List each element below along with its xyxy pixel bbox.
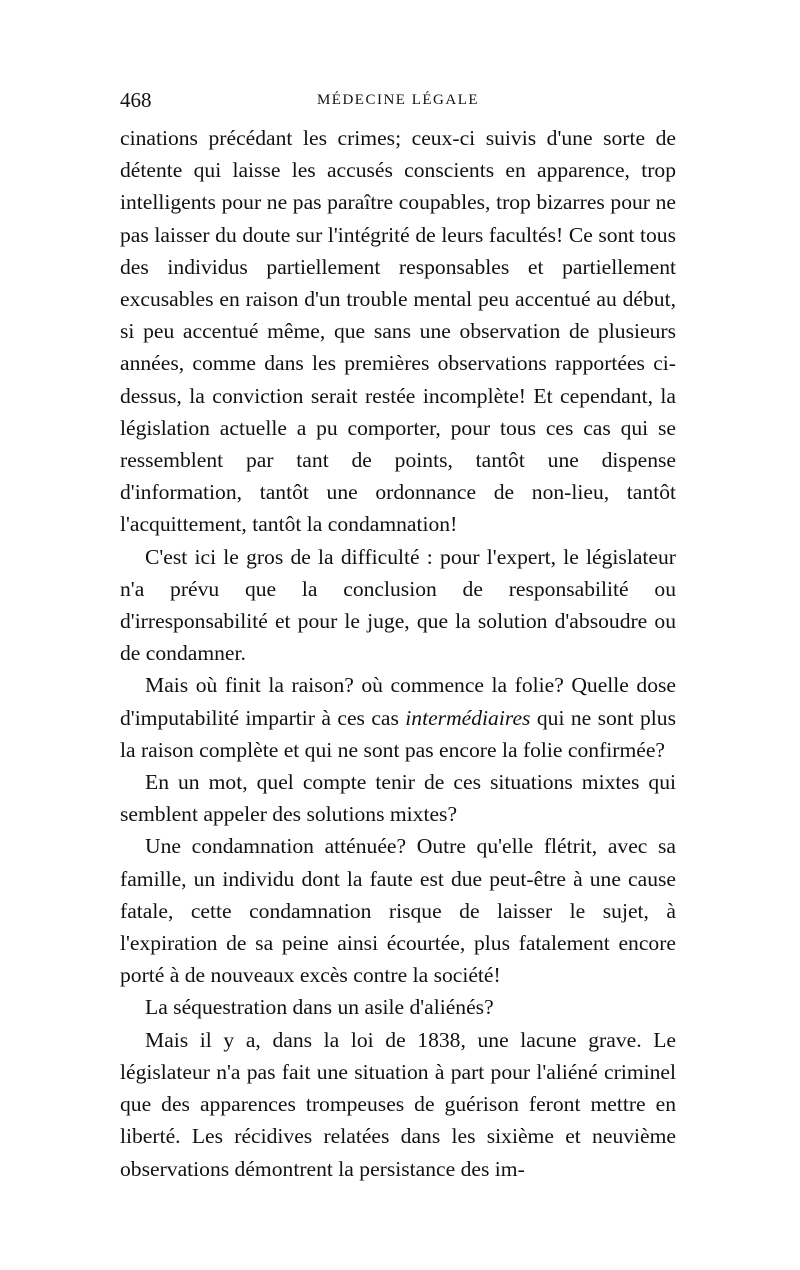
body-text [120,122,676,1185]
running-title: MÉDECINE LÉGALE [316,92,480,108]
paragraph-7: Mais il y a, dans la loi de 1838, une lacune grave. Le législateur n'a pas fait une situation à part pour l'aliéné criminel que des apparences trompeuses de guérison feront mettre en liberté. Les récidives relatées dans les sixième et neuvième observations démontrent la persistance des im- [120,1027,676,1181]
paragraph-4: En un mot, quel compte tenir de ces situations mixtes qui semblent appeler des solutions mixtes? [120,770,676,827]
paragraph-5: Une condamnation atténuée? Outre qu'elle flétrit, avec sa famille, un individu dont la faute est due peut-être à une cause fatale, cette condamnation risque de laisser le sujet, à l'expiration de sa peine ainsi écourtée, plus fatalement encore porté à de nouveaux excès contre la société! [120,834,676,988]
page-header [120,88,676,122]
paragraph-3 [120,669,676,766]
emphasized-word: intermédiaires [405,705,531,730]
book-page [120,88,676,1185]
paragraph-6: La séquestration dans un asile d'aliénés? [145,995,494,1020]
paragraph-2: C'est ici le gros de la difficulté : pour l'expert, le législateur n'a prévu que la conclusion de responsabilité ou d'irresponsabilité et pour le juge, que la solution d'absoudre ou de condamner. [120,544,676,666]
paragraph-3-end: qui ne sont plus la raison complète et qui ne sont pas encore la folie confirmée? [120,705,676,762]
page-number: 468 [120,88,152,112]
paragraph-3-start: Mais où finit la raison? où commence la folie? Quelle dose d'imputabilité impartir à ces cas [120,673,676,730]
paragraph-1: cinations précédant les crimes; ceux-ci suivis d'une sorte de détente qui laisse les accusés conscients en apparence, trop intelligents pour ne pas paraître coupables, trop bizarres pour ne pas laisser du doute sur l'intégrité de leurs facultés! Ce sont tous des individus partiellement responsables et partiellement excusables en raison d'un trouble mental peu accentué au début, si peu accentué même, que sans une observation de plusieurs années, comme dans les premières observations rapportées ci-dessus, la conviction serait restée incomplète! Et cependant, la législation actuelle a pu comporter, pour tous ces cas qui se ressemblent par tant de points, tantôt une dispense d'information, tantôt une ordonnance de non-lieu, tantôt l'acquittement, tantôt la condamnation! [120,126,676,537]
